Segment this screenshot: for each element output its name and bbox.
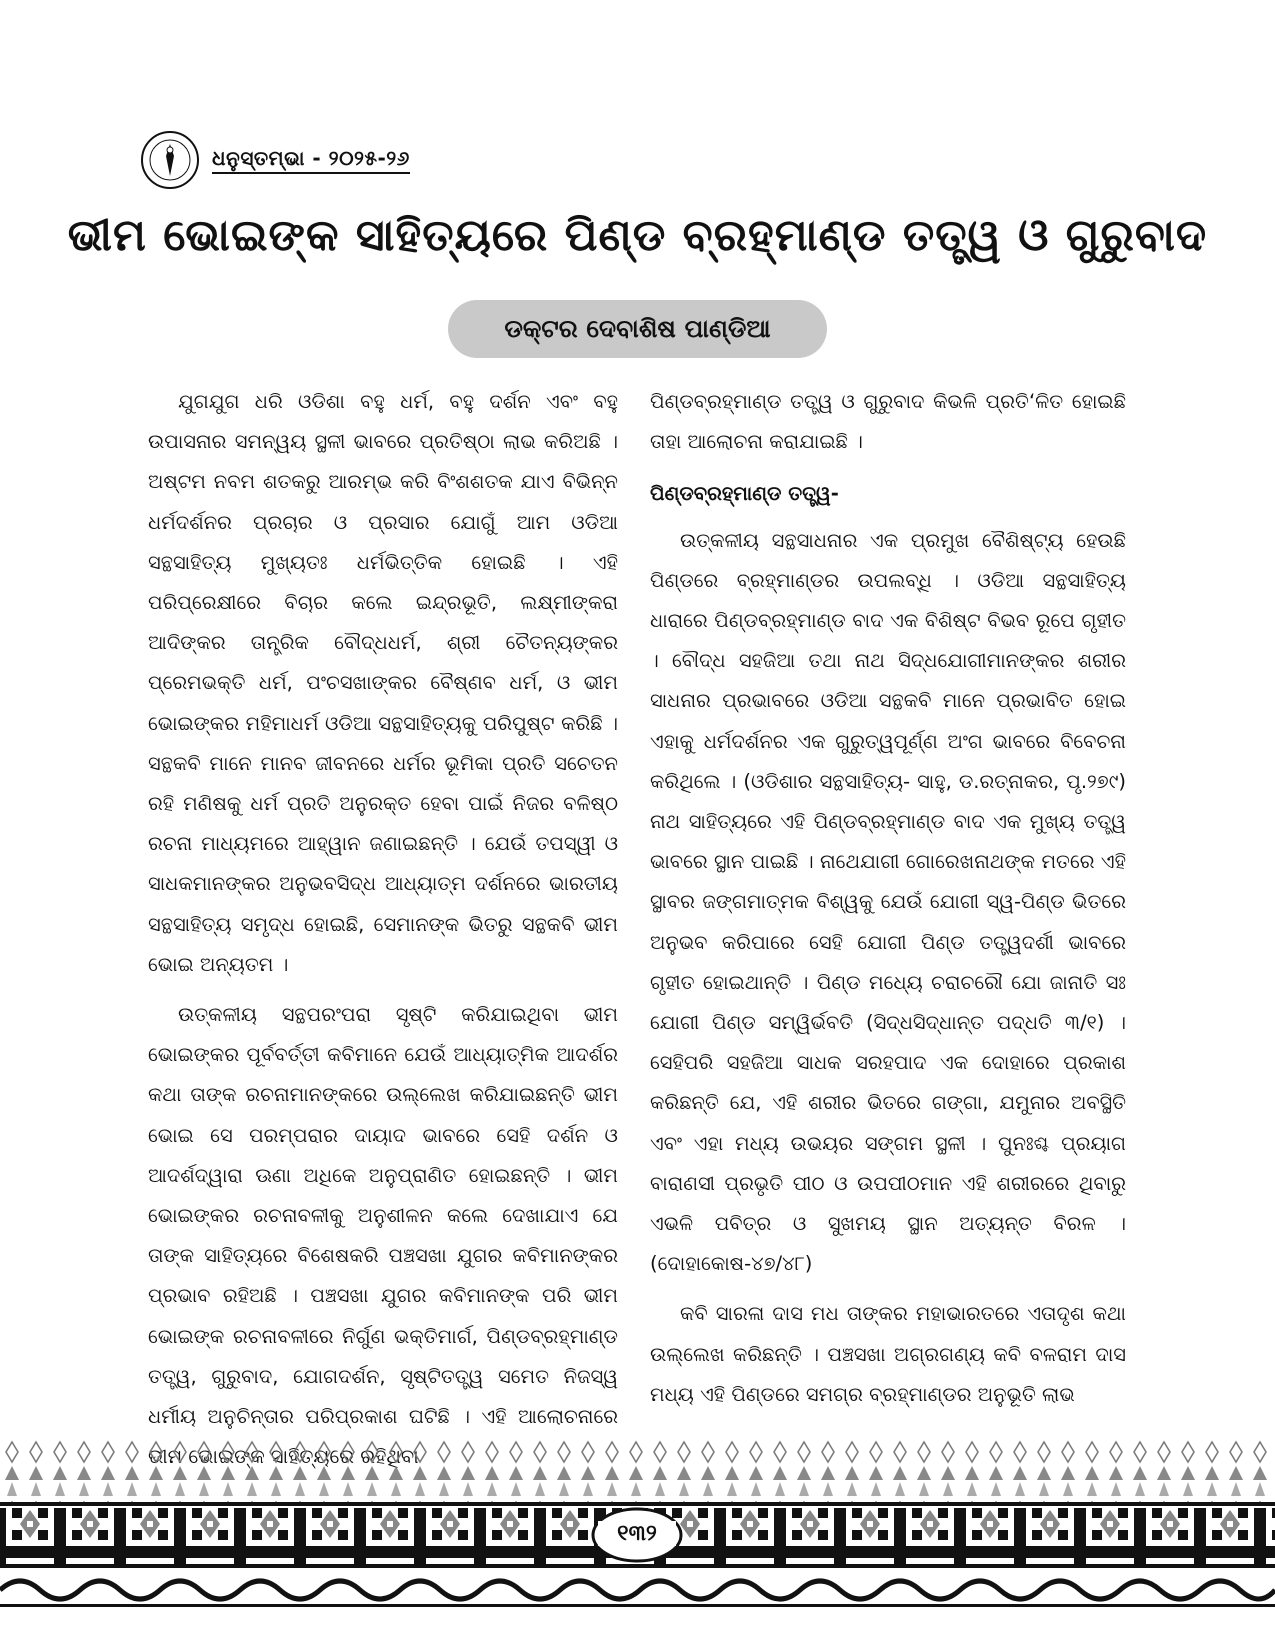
paragraph: ଉତ୍କଳୀୟ ସନ୍ଥସାଧନାର ଏକ ପ୍ରମୁଖ ବୈଶିଷ୍ଟ୍ୟ ହେଉଛି ପିଣ୍ଡରେ ବ୍ରହ୍ମାଣ୍ଡର ଉପଲବ୍ଧି । ଓଡିଆ ସନ୍ଥସାହିତ୍ୟ ଧାରାରେ ପିଣ୍ଡବ୍ରହ୍ମାଣ୍ଡ ବାଦ ଏକ ବିଶିଷ୍ଟ ବିଭବ ରୂପେ ଗୃହୀତ । ବୌଦ୍ଧ ସହଜିଆ ତଥା ନାଥ ସିଦ୍ଧଯୋଗୀମାନଙ୍କର ଶରୀର ସାଧନାର ପ୍ରଭାବରେ ଓଡିଆ ସନ୍ଥକବି ମାନେ ପ୍ରଭାବିତ ହୋଇ ଏହାକୁ ଧର୍ମଦର୍ଶନର ଏକ ଗୁରୁତ୍ୱପୂର୍ଣ୍ଣ ଅଂଗ ଭାବରେ ବିବେଚନା କରିଥିଲେ । (ଓଡିଶାର ସନ୍ଥସାହିତ୍ୟ- ସାହୁ, ଡ.ରତ୍ନାକର, ପୃ.୨୭୯) ନାଥ ସାହିତ୍ୟରେ ଏହି ପିଣ୍ଡବ୍ରହ୍ମାଣ୍ଡ ବାଦ ଏକ ମୁଖ୍ୟ ତତ୍ତ୍ୱ ଭାବରେ ସ୍ଥାନ ପାଇଛି । ନାଥେଯାଗୀ ଗୋରେଖନାଥଙ୍କ ମତରେ ଏହି ସ୍ଥାବର ଜଙ୍ଗମାତ୍ମକ ବିଶ୍ୱକୁ ଯେଉଁ ଯୋଗୀ ସ୍ୱ-ପିଣ୍ଡ ଭିତରେ ଅନୁଭବ କରିପାରେ ସେହି ଯୋଗୀ ପିଣ୍ଡ ତତ୍ତ୍ୱଦର୍ଶୀ ଭାବରେ ଗୃହୀତ ହୋଇଥାନ୍ତି । ପିଣ୍ଡ ମଧ୍ୟେ ଚରାଚରୌ ଯୋ ଜାନାତି ସଃ ଯୋଗୀ ପିଣ୍ଡ ସମ୍ୱିର୍ଭବତି (ସିଦ୍ଧସିଦ୍ଧାନ୍ତ ପଦ୍ଧତି ୩/୧) । ସେହିପରି ସହଜିଆ ସାଧକ ସରହପାଦ ଏକ ଦୋହାରେ ପ୍ରକାଶ କରିଛନ୍ତି ଯେ, ଏହି ଶରୀର ଭିତରେ ଗଙ୍ଗା, ଯମୁନାର ଅବସ୍ଥିତି ଏବଂ ଏହା ମଧ୍ୟ ଉଭୟର ସଙ୍ଗମ ସ୍ଥଳୀ । ପୁନଃଶ୍ଚ ପ୍ରୟାଗ ବାରାଣସୀ ପ୍ରଭୃତି ପୀଠ ଓ ଉପପୀଠମାନ ଏହି ଶରୀରରେ ଥିବାରୁ ଏଭଳି ପବିତ୍ର ଓ ସୁଖମୟ ସ୍ଥାନ ଅତ୍ୟନ୍ତ ବିରଳ । (ଦୋହାକୋଷ-୪୭/୪୮) <box>650 528 1126 1276</box>
institution-seal-icon <box>140 130 200 190</box>
running-head: ଧନୁସ୍ତମ୍ଭା - ୨୦୨୫-୨୬ <box>212 146 410 174</box>
paragraph: ଯୁଗଯୁଗ ଧରି ଓଡିଶା ବହୁ ଧର୍ମ, ବହୁ ଦର୍ଶନ ଏବଂ ବହୁ ଉପାସନାର ସମନ୍ୱୟ ସ୍ଥଳୀ ଭାବରେ ପ୍ରତିଷ୍ଠା ଲାଭ କରିଅଛି । ଅଷ୍ଟମ ନବମ ଶତକରୁ ଆରମ୍ଭ କରି ବିଂଶଶତକ ଯାଏ ବିଭିନ୍ନ ଧର୍ମଦର୍ଶନର ପ୍ରଚାର ଓ ପ୍ରସାର ଯୋଗୁଁ ଆମ ଓଡିଆ ସନ୍ଥସାହିତ୍ୟ ମୁଖ୍ୟତଃ ଧର୍ମଭିତ୍ତିକ ହୋଇଛି । ଏହି ପରିପ୍ରେକ୍ଷୀରେ ବିଚାର କଲେ ଇନ୍ଦ୍ରଭୂତି, ଲକ୍ଷ୍ମୀଙ୍କରା ଆଦିଙ୍କର ତାନ୍ତ୍ରିକ ବୌଦ୍ଧଧର୍ମ, ଶ୍ରୀ ଚୈତନ୍ୟଙ୍କର ପ୍ରେମଭକ୍ତି ଧର୍ମ, ପଂଚସଖାଙ୍କର ବୈଷ୍ଣବ ଧର୍ମ, ଓ ଭୀମ ଭୋଇଙ୍କର ମହିମାଧର୍ମ ଓଡିଆ ସନ୍ଥସାହିତ୍ୟକୁ ପରିପୁଷ୍ଟ କରିଛି । ସନ୍ଥକବି ମାନେ ମାନବ ଜୀବନରେ ଧର୍ମର ଭୂମିକା ପ୍ରତି ସଚେତନ ରହି ମଣିଷକୁ ଧର୍ମ ପ୍ରତି ଅନୁରକ୍ତ ହେବା ପାଇଁ ନିଜର ବଳିଷ୍ଠ ରଚନା ମାଧ୍ୟମରେ ଆହ୍ୱାନ ଜଣାଇଛନ୍ତି । ଯେଉଁ ତପସ୍ୱୀ ଓ ସାଧକମାନଙ୍କର ଅନୁଭବସିଦ୍ଧ ଆଧ୍ୟାତ୍ମ ଦର୍ଶନରେ ଭାରତୀୟ ସନ୍ଥସାହିତ୍ୟ ସମୃଦ୍ଧ ହୋଇଛି, ସେମାନଙ୍କ ଭିତରୁ ସନ୍ଥକବି ଭୀମ ଭୋଇ ଅନ୍ୟତମ । <box>148 390 618 976</box>
author-badge: ଡକ୍ଟର ଦେବାଶିଷ ପାଣ୍ଡିଆ <box>448 300 826 358</box>
paragraph: କବି ସାରଳା ଦାସ ମଧ ତାଙ୍କର ମହାଭାରତରେ ଏତାଦୃଶ କଥା ଉଲ୍ଲେଖ କରିଛନ୍ତି । ପଞ୍ଚସଖା ଅଗ୍ରଗଣ୍ୟ କବି ବଳରାମ ଦାସ ମଧ୍ୟ ଏହି ପିଣ୍ଡରେ ସମଗ୍ର ବ୍ରହ୍ମାଣ୍ଡର ଅନୁଭୂତି ଲାଭ <box>650 1302 1126 1406</box>
page-header <box>140 130 410 190</box>
left-column <box>148 382 618 1477</box>
right-column <box>650 382 1126 1415</box>
paragraph: ପିଣ୍ଡବ୍ରହ୍ମାଣ୍ଡ ତତ୍ତ୍ୱ ଓ ଗୁରୁବାଦ କିଭଳି ପ୍ରତି‘ଳିତ ହୋଇଛି ତାହା ଆଲୋଚନା କରାଯାଇଛି । <box>650 390 1126 454</box>
page-number: ୧୩୨ <box>598 1521 676 1546</box>
section-heading: ପିଣ୍ଡବ୍ରହ୍ମାଣ୍ଡ ତତ୍ତ୍ୱ- <box>650 482 839 506</box>
article-title: ଭୀମ ଭୋଇଙ୍କ ସାହିତ୍ୟରେ ପିଣ୍ଡ ବ୍ରହ୍ମାଣ୍ଡ ତତ୍ତ୍ୱ ଓ ଗୁରୁବାଦ <box>67 210 1208 261</box>
paragraph: ଉତ୍କଳୀୟ ସନ୍ଥପରଂପରା ସୃଷ୍ଟି କରିଯାଇଥିବା ଭୀମ ଭୋଇଙ୍କର ପୂର୍ବବର୍ତ୍ତୀ କବିମାନେ ଯେଉଁ ଆଧ୍ୟାତ୍ମିକ ଆଦର୍ଶର କଥା ତାଙ୍କ ରଚନାମାନଙ୍କରେ ଉଲ୍ଲେଖ କରିଯାଇଛନ୍ତି ଭୀମ ଭୋଇ ସେ ପରମ୍ପରାର ଦାୟାଦ ଭାବରେ ସେହି ଦର୍ଶନ ଓ ଆଦର୍ଶଦ୍ୱାରା ଊଣା ଅଧିକେ ଅନୁପ୍ରାଣିତ ହୋଇଛନ୍ତି । ଭୀମ ଭୋଇଙ୍କର ରଚନାବଳୀକୁ ଅନୁଶୀଳନ କଲେ ଦେଖାଯାଏ ଯେ ତାଙ୍କ ସାହିତ୍ୟରେ ବିଶେଷକରି ପଞ୍ଚସଖା ଯୁଗର କବିମାନଙ୍କର ପ୍ରଭାବ ରହିଅଛି । ପଞ୍ଚସଖା ଯୁଗର କବିମାନଙ୍କ ପରି ଭୀମ ଭୋଇଙ୍କ ରଚନାବଳୀରେ ନିର୍ଗୁଣ ଭକ୍ତିମାର୍ଗ, ପିଣ୍ଡବ୍ରହ୍ମାଣ୍ଡ ତତ୍ତ୍ୱ, ଗୁରୁବାଦ, ଯୋଗଦର୍ଶନ, ସୃଷ୍ଟିତତ୍ତ୍ୱ ସମେତ ନିଜସ୍ୱ ଧର୍ମୀୟ ଅନୁଚିନ୍ତାର ପରିପ୍ରକାଶ ଘଟିଛି । ଏହି ଆଲୋଚନାରେ <box>148 1003 618 1429</box>
